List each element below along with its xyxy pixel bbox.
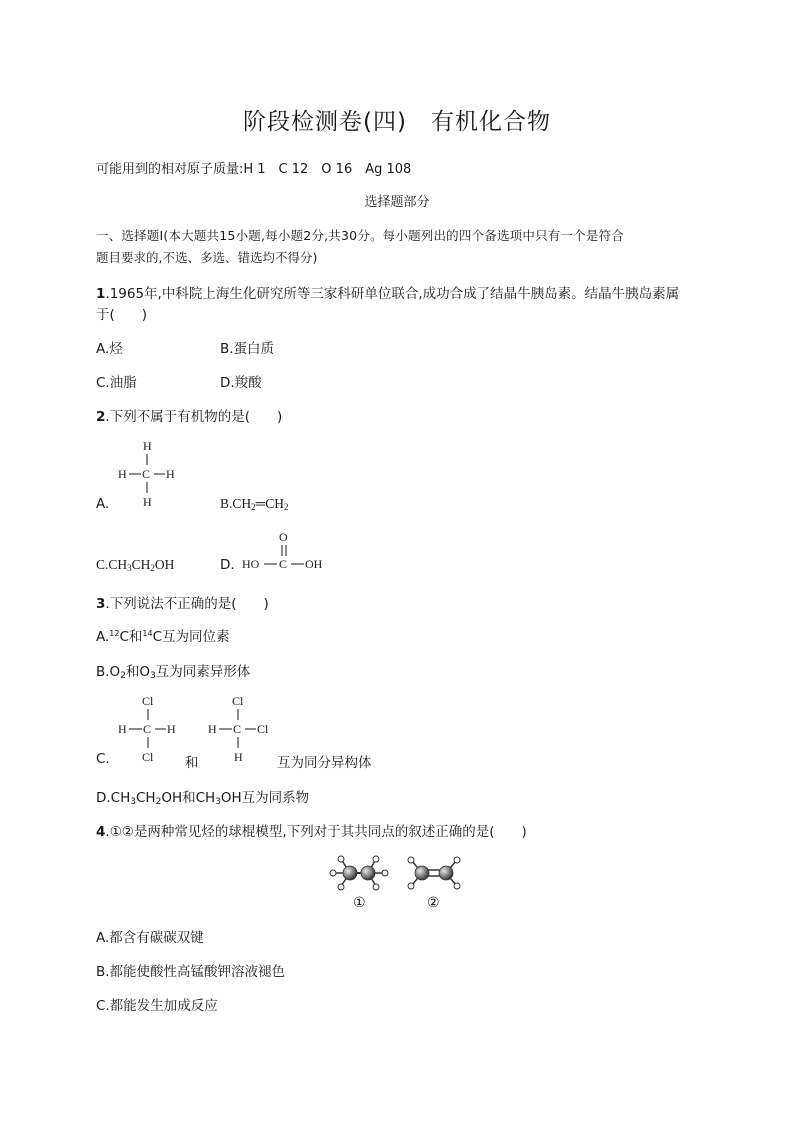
methane-h-top: H	[143, 439, 152, 453]
struct1-c: C	[143, 722, 152, 736]
question-3-number: 3	[96, 596, 106, 612]
question-4-option-b: B.都能使酸性高锰酸钾溶液褪色	[96, 964, 286, 980]
model-label-2: ②	[427, 896, 440, 910]
question-3-option-a: A.$^{12}$C和$^{14}$C互为同位素	[96, 629, 230, 645]
methane-h-left: H	[118, 467, 127, 481]
question-3-option-c-text: 互为同分异构体	[277, 755, 372, 771]
struct1-cl-top: Cl	[142, 694, 154, 708]
question-1-option-c: C.油脂	[96, 375, 137, 391]
struct2-cl-top: Cl	[232, 694, 244, 708]
methane-h-right: H	[166, 467, 175, 481]
question-3-option-c-label: C.	[96, 751, 110, 767]
acid-oh: OH	[305, 557, 323, 571]
question-3-stem: 3.下列说法不正确的是( )	[96, 596, 269, 612]
question-2-option-b: $B.CH_2═CH_2$	[220, 496, 289, 512]
struct2-c: C	[233, 722, 242, 736]
methane-structure	[112, 437, 182, 511]
question-3-and: 和	[185, 755, 199, 771]
question-1-stem-line-1: 1.1965年,中科院上海生化研究所等三家科研单位联合,成功合成了结晶牛胰岛素。结晶牛胰岛素属	[96, 286, 680, 302]
question-2-option-c: $C.CH_3CH_2OH$	[96, 557, 175, 573]
question-2-stem: 2.下列不属于有机物的是( )	[96, 409, 283, 425]
question-3-option-d: $D.CH_3CH_2OH$和$CH_3OH$互为同系物	[96, 790, 310, 807]
question-3-option-b: $B.O_2$和$O_3$互为同素异形体	[96, 664, 251, 681]
methane-c: C	[142, 467, 151, 481]
question-2-option-d-label: D.	[220, 557, 235, 573]
page-title: 阶段检测卷(四) 有机化合物	[243, 109, 551, 135]
struct1-h-right: H	[167, 722, 176, 736]
acid-o-top: O	[279, 530, 288, 544]
question-2-option-a-label: A.	[96, 496, 110, 512]
struct2-cl-right: Cl	[257, 722, 269, 736]
ethane-model	[330, 856, 388, 890]
struct2-h-left: H	[208, 722, 217, 736]
methane-h-bottom: H	[143, 495, 152, 509]
question-4-stem: 4.①②是两种常见烃的球棍模型,下列对于其共同点的叙述正确的是( )	[96, 824, 527, 840]
struct1-cl-bottom: Cl	[142, 750, 154, 764]
question-1-option-b: B.蛋白质	[220, 341, 275, 357]
struct2-h-bottom: H	[234, 750, 243, 764]
question-1-option-a: A.烃	[96, 341, 123, 357]
section-heading: 选择题部分	[364, 195, 430, 210]
question-1-stem-line-2: 于( )	[96, 307, 148, 323]
acid-ho: HO	[242, 557, 260, 571]
model-label-1: ①	[353, 896, 366, 910]
struct1-h-left: H	[118, 722, 127, 736]
instruction-line-2: 题目要求的,不选、多选、错选均不得分)	[96, 250, 318, 265]
question-1-number: 1	[96, 286, 106, 302]
instruction-line-1: 一、选择题Ⅰ(本大题共15小题,每小题2分,共30分。每小题列出的四个备选项中只有一个是符合	[96, 228, 624, 243]
dichloromethane-structure-1	[112, 692, 188, 766]
dichloromethane-structure-2	[202, 692, 278, 766]
carbonic-acid-structure	[240, 527, 335, 573]
atomic-masses: 可能用到的相对原子质量:H 1 C 12 O 16 Ag 108	[96, 162, 412, 177]
question-1-option-d: D.羧酸	[220, 375, 262, 391]
question-4-number: 4	[96, 824, 106, 840]
ball-and-stick-models	[326, 848, 471, 910]
question-2-number: 2	[96, 409, 106, 425]
question-4-option-a: A.都含有碳碳双键	[96, 930, 204, 946]
question-4-option-c: C.都能发生加成反应	[96, 998, 218, 1014]
acid-c: C	[279, 557, 288, 571]
ethylene-model	[408, 857, 460, 889]
